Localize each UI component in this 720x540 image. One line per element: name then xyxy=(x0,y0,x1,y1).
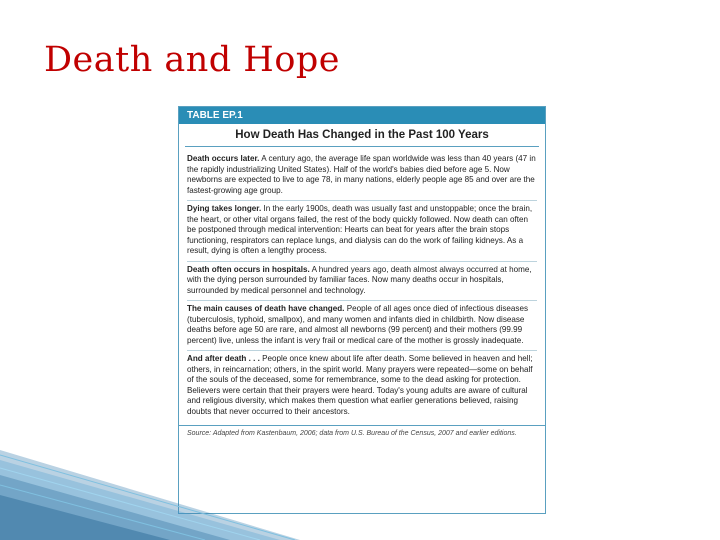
entry-after-death xyxy=(187,351,537,421)
table-label: TABLE EP.1 xyxy=(179,107,545,124)
corner-decoration xyxy=(0,450,300,540)
entry-death-in-hospitals xyxy=(187,262,537,302)
entry-main-causes xyxy=(187,301,537,351)
entry-death-occurs-later xyxy=(187,151,537,201)
slide-title: Death and Hope xyxy=(44,40,341,80)
entry-text: In the early 1900s, death was usually fast and unstoppable; once the brain, the heart, or other vital organs failed, the rest of the body quickly followed. Now death can often be postponed through medical intervention: Hearts can beat for years after the brain stops functioning, respirators can replace lungs, and dialysis can do the work of failing kidneys. As a result, dying is often a lengthy process. xyxy=(187,204,533,255)
entry-dying-takes-longer xyxy=(187,201,537,262)
source-text: Adapted from Kastenbaum, 2006; data from U.S. Bureau of the Census, 2007 and earlier editions. xyxy=(212,430,517,437)
entry-lead: Death occurs later. xyxy=(187,154,260,163)
entry-lead: And after death . . . xyxy=(187,354,260,363)
entry-text: People once knew about life after death. Some believed in heaven and hell; others, in reincarnation; others, in the spirit world. Many prayers were repeated—some on behalf of the souls of the deceased, some for remembrance, some to the dead asking for protection. Believers were certain that their prayers were heard. Today's young adults are aware of cultural and religious diversity, which makes them question what earlier generations believed, raising doubts that never occurred to their ancestors. xyxy=(187,354,533,416)
source-label: Source: xyxy=(187,430,212,437)
entry-lead: Dying takes longer. xyxy=(187,204,262,213)
entry-text: A hundred years ago, death almost always occurred at home, with the dying person surrounded by familiar faces. Now many deaths occur in hospitals, surrounded by medical personnel and technology. xyxy=(187,264,532,295)
source-note xyxy=(179,425,545,438)
entry-lead: Death often occurs in hospitals. xyxy=(187,264,310,274)
entry-lead: The main causes of death have changed. xyxy=(187,304,345,313)
entry-text: A century ago, the average life span worldwide was less than 40 years (47 in the rapidly industrializing United States). Half of the world's babies died before age 5. Now newborns are expected to live to age 78, in many nations, elderly people age 85 and over are the fastest-growing age group. xyxy=(187,154,536,195)
table-heading: How Death Has Changed in the Past 100 Years xyxy=(185,124,539,147)
entry-text: People of all ages once died of infectious diseases (tuberculosis, typhoid, smallpox), and many women and infants died in childbirth. Now disease deaths before age 50 are rare, and almost all newborns (99 percent) and their mothers (99.99 percent) live, unless the infant is very frail or medical care of the mother is grossly inadequate. xyxy=(187,304,529,345)
table-body xyxy=(179,147,545,421)
